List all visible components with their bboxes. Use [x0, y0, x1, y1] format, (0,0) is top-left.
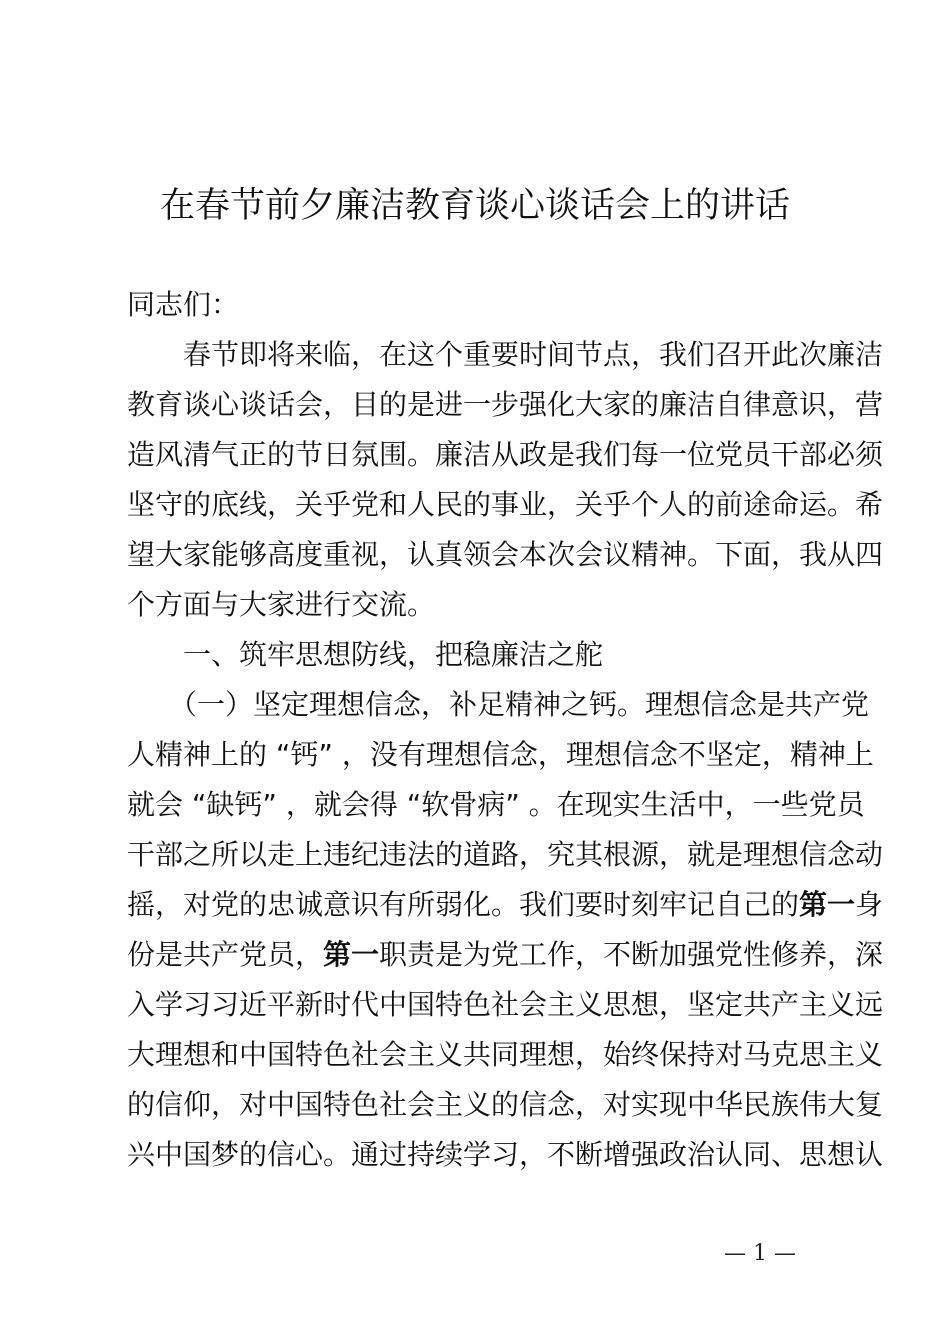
bold-emphasis: 第一	[323, 938, 380, 971]
text-line: 造风清气正的节日氛围。廉洁从政是我们每一位党员干部必须	[127, 438, 884, 471]
text-line: 人精神上的 “钙” ，没有理想信念，理想信念不坚定，精神上	[127, 738, 874, 771]
text-run: 摇，对党的忠诚意识有所弱化。我们要时刻牢记自己的	[127, 888, 800, 921]
text-line: 教育谈心谈话会，目的是进一步强化大家的廉洁自律意识，营	[127, 388, 884, 421]
text-line: 个方面与大家进行交流。	[127, 588, 436, 621]
text-run: 身	[855, 888, 884, 921]
text-line: （一）坚定理想信念，补足精神之钙。理想信念是共产党	[127, 688, 870, 721]
section-heading: 一、筑牢思想防线，把稳廉洁之舵	[127, 638, 604, 671]
text-line	[127, 930, 884, 980]
text-line: 兴中国梦的信心。通过持续学习，不断增强政治认同、思想认	[127, 1138, 884, 1171]
bold-emphasis: 第一	[799, 888, 856, 921]
text-line	[127, 880, 884, 930]
text-line: 的信仰，对中国特色社会主义的信念，对实现中华民族伟大复	[127, 1088, 884, 1121]
text-line: 望大家能够高度重视，认真领会本次会议精神。下面，我从四	[127, 538, 884, 571]
text-line: 干部之所以走上违纪违法的道路，究其根源，就是理想信念动	[127, 838, 884, 871]
text-line: 春节即将来临，在这个重要时间节点，我们召开此次廉洁	[127, 338, 884, 371]
text-line: 入学习习近平新时代中国特色社会主义思想，坚定共产主义远	[127, 988, 884, 1021]
page-number: — 1 —	[724, 1241, 796, 1266]
text-run: 职责是为党工作，不断加强党性修养，深	[379, 938, 884, 971]
text-run: 份是共产党员，	[127, 938, 324, 971]
document-title: 在春节前夕廉洁教育谈心谈话会上的讲话	[159, 186, 790, 226]
text-line: 坚守的底线，关乎党和人民的事业，关乎个人的前途命运。希	[127, 488, 884, 521]
text-line: 就会 “缺钙” ，就会得 “软骨病” 。在现实生活中，一些党员	[127, 788, 865, 821]
text-line: 大理想和中国特色社会主义共同理想，始终保持对马克思主义	[127, 1038, 884, 1071]
salutation: 同志们：	[127, 288, 240, 321]
